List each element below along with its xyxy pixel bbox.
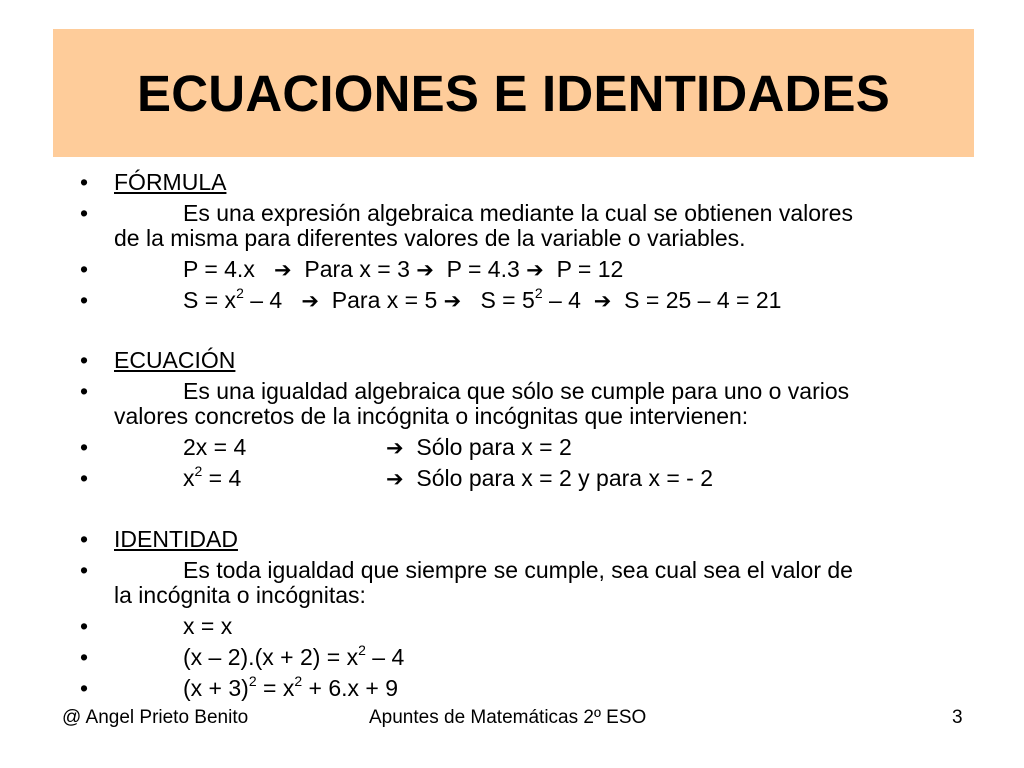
ecuacion-definition-line1: Es una igualdad algebraica que sólo se cumple para uno o varios (183, 378, 850, 404)
bullet: • (80, 256, 89, 282)
expr: S = 25 – 4 = 21 (624, 287, 782, 313)
bullet: • (80, 675, 89, 701)
identidad-heading: IDENTIDAD (114, 526, 238, 552)
expr: Para x = 5 (331, 287, 438, 313)
formula-example-1 (183, 256, 623, 283)
expr: – 4 (365, 644, 405, 670)
arrow-icon: ➔ (386, 467, 404, 491)
ecuacion-example-1-eq: 2x = 4 (183, 434, 247, 460)
identidad-definition-line1: Es toda igualdad que siempre se cumple, sea cual sea el valor de (183, 557, 853, 583)
expr: + 6.x + 9 (302, 675, 399, 701)
exponent: 2 (294, 673, 303, 689)
expr: x (183, 465, 195, 491)
ecuacion-example-2-note (386, 465, 713, 492)
bullet: • (80, 644, 89, 670)
arrow-icon: ➔ (274, 258, 292, 282)
identidad-example-1: x = x (183, 613, 233, 639)
ecuacion-definition-line2: valores concretos de la incógnita o incógnitas que intervienen: (114, 403, 749, 429)
formula-definition-line1: Es una expresión algebraica mediante la cual se obtienen valores (183, 200, 853, 226)
arrow-icon: ➔ (386, 436, 404, 460)
ecuacion-example-1-note (386, 434, 572, 461)
bullet: • (80, 465, 89, 491)
exponent: 2 (194, 463, 203, 479)
ecuacion-example-2-eq (183, 465, 241, 491)
bullet: • (80, 347, 89, 373)
arrow-icon: ➔ (443, 289, 462, 313)
exponent: 2 (534, 285, 543, 301)
expr: – 4 (542, 287, 581, 313)
bullet: • (80, 613, 89, 639)
bullet: • (80, 526, 89, 552)
expr: S = x (183, 287, 237, 313)
slide-title: ECUACIONES E IDENTIDADES (137, 64, 890, 122)
expr: = 4 (202, 465, 242, 491)
expr: Sólo para x = 2 (416, 434, 572, 460)
formula-example-2 (183, 287, 781, 314)
footer-author: @ Angel Prieto Benito (62, 707, 249, 728)
exponent: 2 (236, 285, 244, 301)
identidad-example-2 (183, 644, 404, 670)
formula-definition-line2: de la misma para diferentes valores de la variable o variables. (114, 225, 746, 251)
arrow-icon: ➔ (593, 289, 612, 313)
bullet: • (80, 378, 89, 404)
arrow-icon: ➔ (416, 258, 434, 282)
expr: = x (256, 675, 295, 701)
expr: P = 4.x (183, 256, 255, 282)
identidad-definition-line2: la incógnita o incógnitas: (114, 582, 366, 608)
expr: Para x = 3 (304, 256, 410, 282)
expr: S = 5 (480, 287, 535, 313)
expr: P = 12 (556, 256, 624, 282)
identidad-example-3 (183, 675, 398, 701)
ecuacion-heading: ECUACIÓN (114, 347, 236, 373)
expr: Sólo para x = 2 y para x = - 2 (416, 465, 713, 491)
exponent: 2 (248, 673, 257, 689)
bullet: • (80, 169, 89, 195)
expr: – 4 (243, 287, 283, 313)
expr: (x + 3) (183, 675, 249, 701)
arrow-icon: ➔ (526, 258, 544, 282)
bullet: • (80, 200, 89, 226)
expr: (x – 2).(x + 2) = x (183, 644, 359, 670)
footer-page-number: 3 (952, 707, 963, 728)
exponent: 2 (358, 642, 366, 658)
expr: P = 4.3 (446, 256, 520, 282)
bullet: • (80, 557, 89, 583)
bullet: • (80, 434, 89, 460)
arrow-icon: ➔ (301, 289, 320, 313)
bullet: • (80, 287, 89, 313)
footer-course: Apuntes de Matemáticas 2º ESO (369, 707, 647, 728)
formula-heading: FÓRMULA (114, 169, 227, 195)
